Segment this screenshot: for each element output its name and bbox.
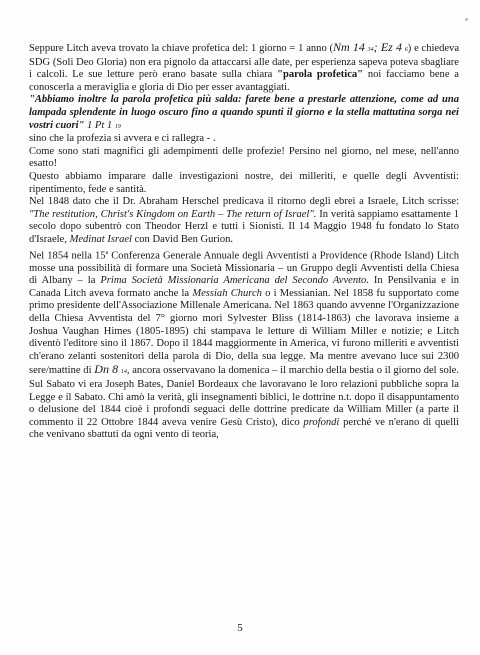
separator: ; — [373, 40, 381, 54]
verse-number: 34 — [367, 47, 374, 53]
text-run: perché ve n'erano di quelli che venivano sbattuti da ogni vento di teoria, — [29, 416, 459, 441]
scripture-quote: "Abbiamo inoltre la parola profetica più salda: farete bene a prestarle attenzione, come ad una lampada splendente in luogo oscuro fino a quando spunti il giorno e la stella mattutina sorga nei vostri cuori" — [29, 94, 459, 131]
bible-reference-ezekiel: Ez 4 — [380, 40, 402, 54]
bible-reference-numbers: Nm 14 — [333, 40, 365, 54]
text-run: Seppure Litch aveva trovato la chiave profetica del: 1 giorno = 1 anno ( — [29, 43, 334, 54]
italic-phrase: Medinat Israel — [69, 233, 132, 245]
text-run: noi facciamo bene a conoscerla a meraviglia e gloria di Dio per esser avantaggiati. — [29, 69, 459, 93]
paragraph-prophecy-fulfilled: sino che la profezia si avvera e ci rallegra - . — [29, 133, 216, 145]
verse-number: 19 — [114, 123, 121, 130]
paragraph-fulfilments: Come sono stati magnifici gli adempimenti delle profezie! Persino nel giorno, nel mese, nell'anno esatto! — [29, 145, 459, 170]
verse-number: 14 — [120, 369, 127, 376]
paragraph-lessons: Questo abbiamo imparare dalle investigazioni nostre, dei milleriti, e quelle degli Avventisti: ripentimento, fede e santità. — [29, 170, 459, 195]
body-text — [29, 41, 459, 442]
bible-reference-daniel: Dn 8 — [94, 362, 119, 377]
text-run: , ancora osservavano la domenica – il marchio della bestia o il giorno del sole. Sul Sabato vi era Joseph Bates, Daniel Bordeaux che lavoravano le loro relazioni pubbliche sopra la Legge e il Sabato. Chi amò la verità, gli insegnamenti biblici, le dottrine n.t. dopo il disappuntamento o delusione del 1844 cioè i profondi seguaci delle dottrine predicate da William Miller (a parte il commento il 22 Ottobre 1844 aveva venire Gesù Cristo), dico — [29, 365, 459, 428]
book-title: "The restitution, Christ's Kingdom on Earth – The return of Israel". — [29, 208, 317, 220]
text-run: In Pensilvania e in Canada Litch aveva formato anche la — [29, 275, 460, 299]
ordinal-superscript: a — [105, 249, 109, 256]
paragraph-1848 — [29, 196, 459, 246]
paragraph-litch-key — [29, 41, 459, 94]
text-run: con David Ben Gurion. — [131, 233, 234, 245]
bold-phrase: "parola profetica" — [277, 69, 364, 81]
text-run: ) e chiedeva SDG (Soli Deo Gloria) non era pignolo da attaccarsi alle date, per esperienza sapeva poteva sbagliare i calcoli. Le sue letture però erano basate sulla chiara — [29, 43, 460, 81]
text-run: Nel 1854 nella 15 — [29, 250, 106, 262]
bible-reference-peter: 1 Pt 1 — [87, 119, 113, 131]
society-name: Prima Società Missionaria Americana del Secondo Avvento. — [100, 275, 369, 287]
scan-dot-mark — [465, 18, 468, 21]
quote-paragraph — [29, 94, 459, 133]
paragraph-1854 — [29, 247, 459, 442]
page-number: 5 — [237, 622, 243, 634]
text-run: o i Messianian. Nel 1858 fu supportato come primo presidente dell'Associazione Millenale Americana. Nel 1863 quando avvenne l'Organizzazione della Chiesa Avventista del 7° giorno morì Sylvester Bliss (1814-1863) che lavorava insieme a Joshua Vaughan Himes (1805-1895) chi stampava le letture di William Miller e notizie; e Litch diventò l'editore sino il 1867. Dopo il 1844 maggiormente in America, vi furono milleriti e avventisti ch'erano zelanti sostenitori della parola di Dio, della sua legge. Ma mentre avevano luce sui 2300 sere/mattine di — [29, 287, 459, 377]
church-name: Messiah Church — [192, 287, 262, 299]
text-run: Conferenza Generale Annuale degli Avventisti a Providence (Rhode Island) Litch mosse una possibilità di formare una Società Missionaria – un Gruppo degli Avventisti della Chiesa di Albany – la — [29, 250, 459, 287]
text-run: In verità sappiamo esattamente 1 secolo dopo subentrò con Theodor Herzl e tutti i Sionisti. Il 14 Maggio 1948 fu fondato lo Stato d'Israele, — [29, 208, 460, 245]
text-run: Nel 1848 dato che il Dr. Abraham Herschel predicava il ritorno degli ebrei a Israele, Litch scrisse: — [29, 196, 459, 208]
italic-word: profondi — [303, 416, 340, 428]
verse-number: 6 — [404, 47, 408, 53]
